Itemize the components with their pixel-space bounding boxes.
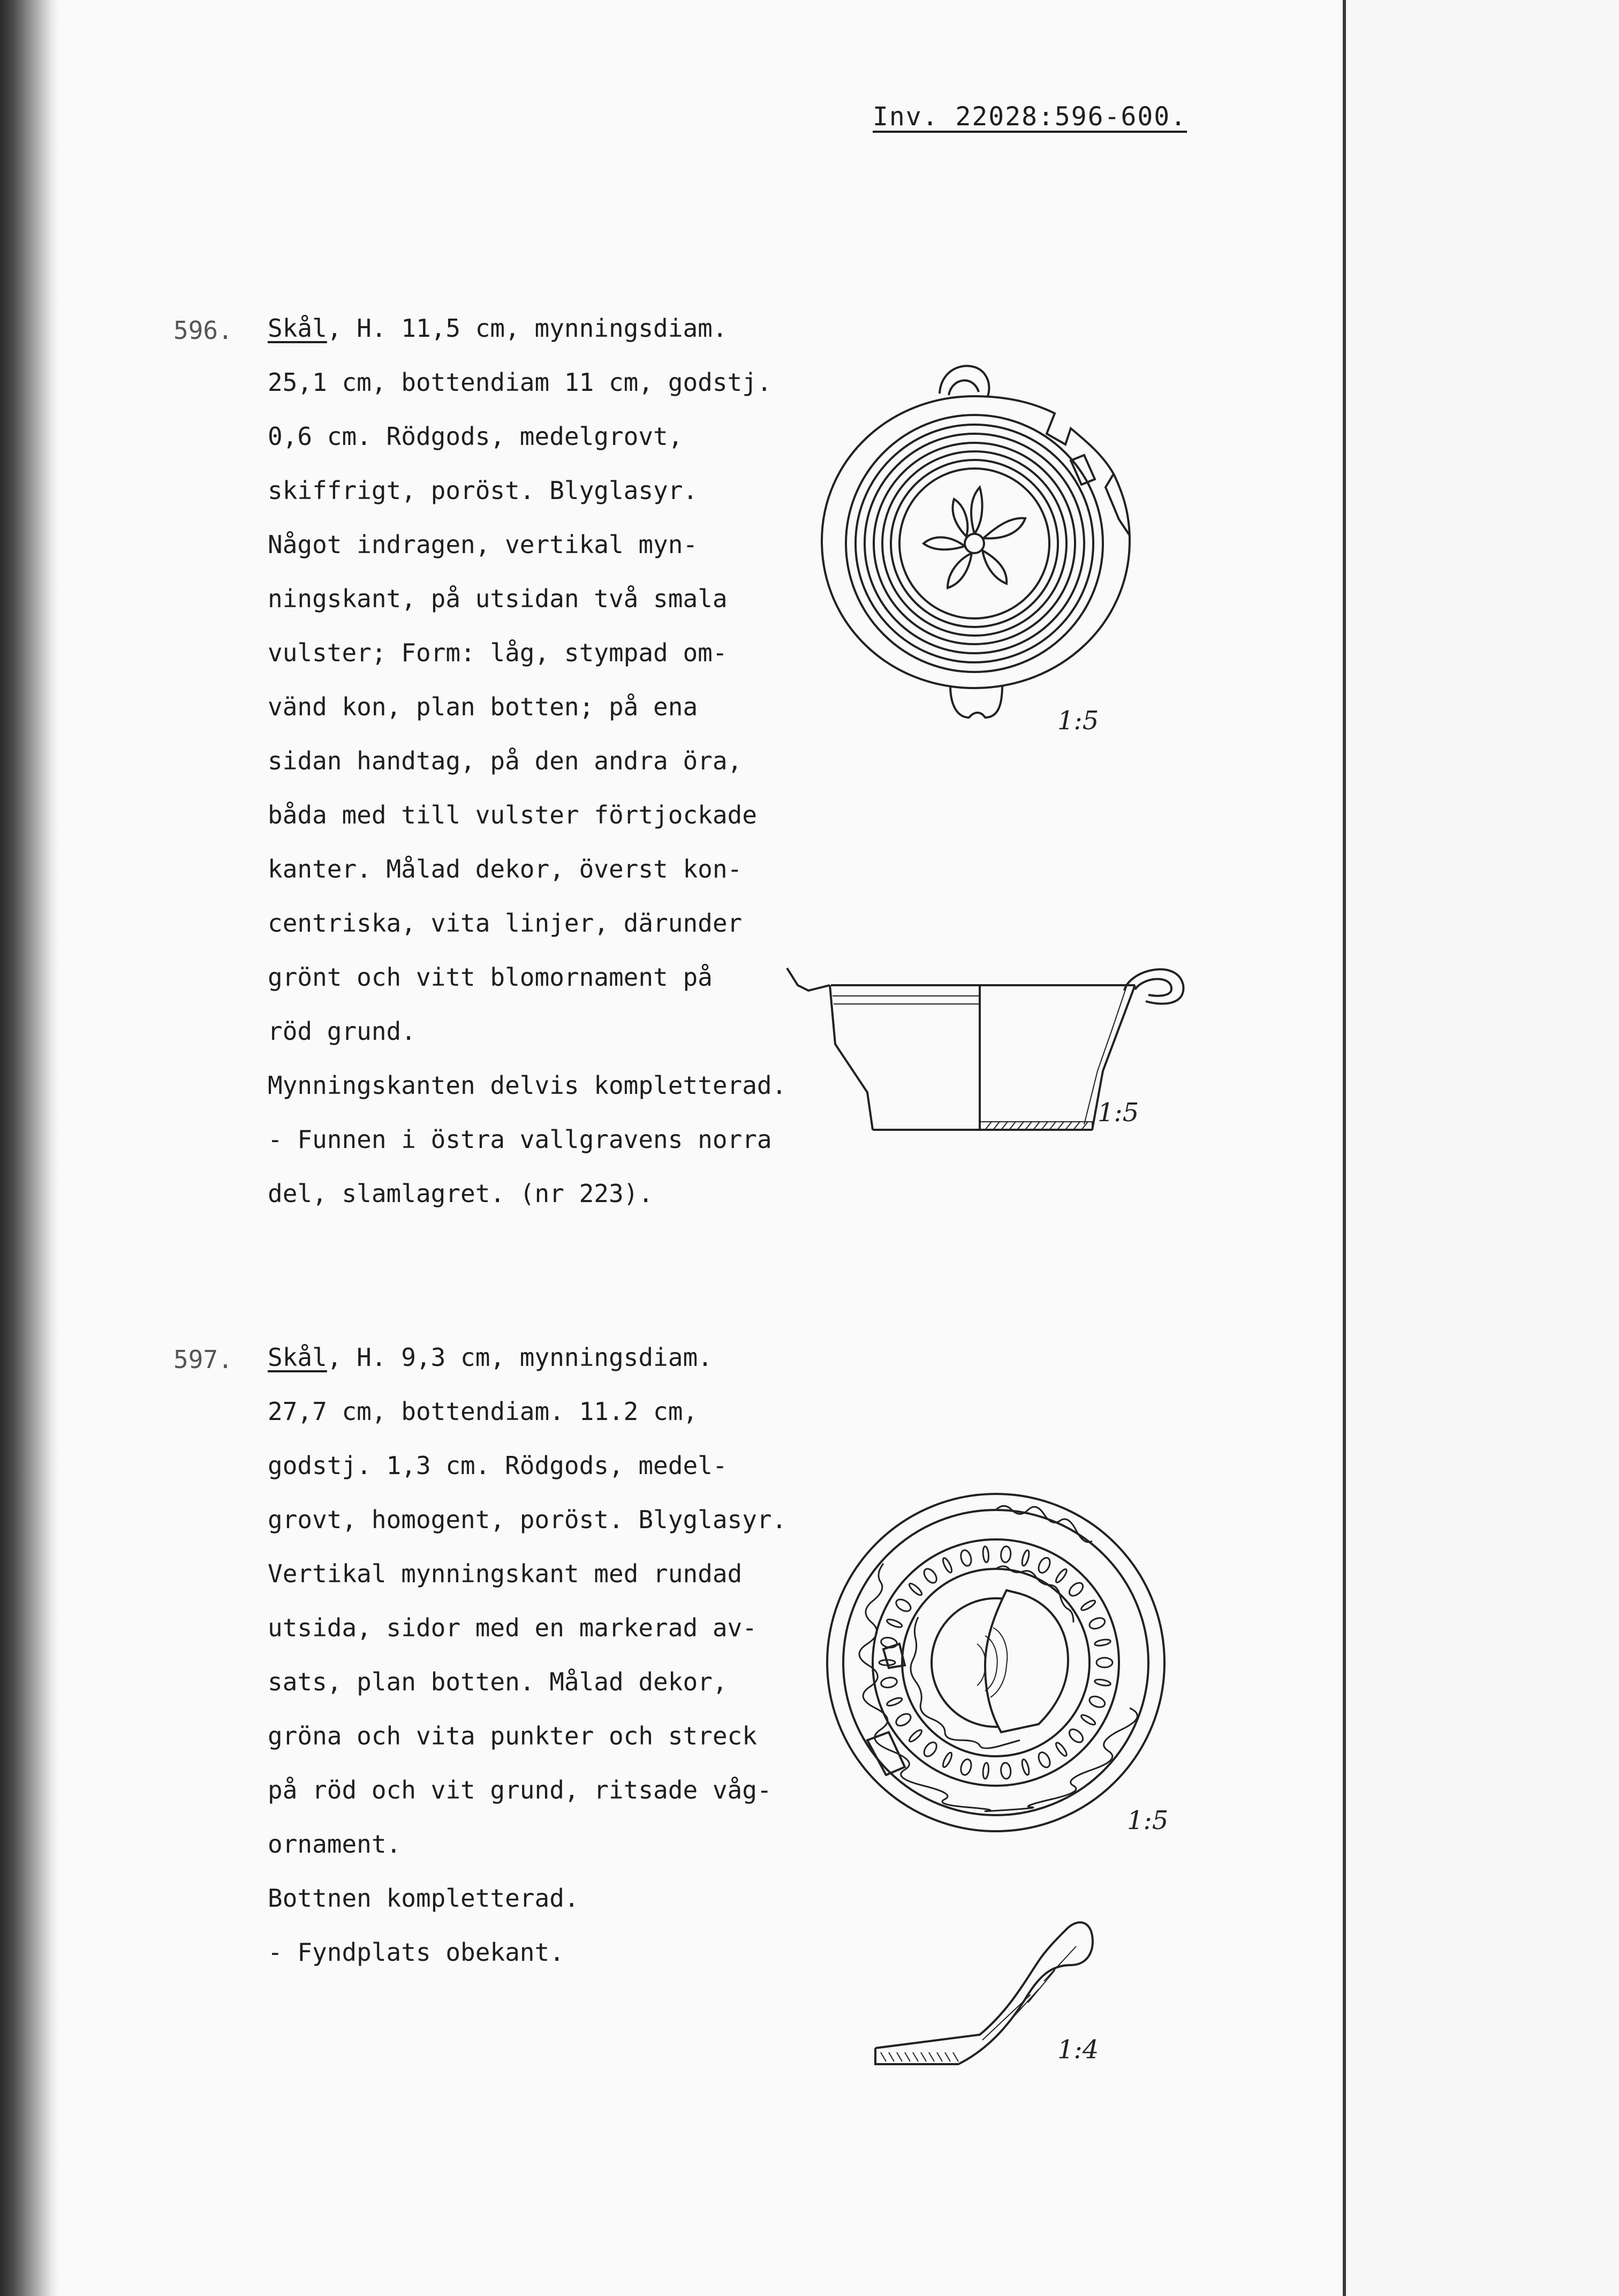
scale-label: 1:5 (1057, 706, 1099, 736)
entry-text-line: vänd kon, plan botten; på ena (268, 692, 698, 721)
decor-motif (1054, 1741, 1068, 1757)
decor-motif (1021, 1759, 1031, 1776)
entry-text-line: Mynningskanten delvis kompletterad. (268, 1071, 787, 1100)
decor-motif (1080, 1713, 1096, 1726)
entry-text-line: - Fyndplats obekant. (268, 1938, 564, 1967)
entry-text-line: utsida, sidor med en markerad av- (268, 1613, 757, 1642)
decor-motif (1067, 1580, 1085, 1598)
decor-motif (1088, 1616, 1106, 1631)
decor-motif (982, 1546, 989, 1563)
entry-text-line: grovt, homogent, poröst. Blyglasyr. (268, 1505, 787, 1534)
decor-motif (894, 1597, 913, 1614)
entry-text-line: gröna och vita punkter och streck (268, 1721, 757, 1750)
entry-text-line: 27,7 cm, bottendiam. 11.2 cm, (268, 1397, 698, 1426)
decor-motif (894, 1711, 913, 1728)
decor-motif (941, 1557, 953, 1574)
scale-label: 1:5 (1098, 1098, 1139, 1128)
entry-text-line: sidan handtag, på den andra öra, (268, 746, 743, 775)
entry-text-line: skiffrigt, poröst. Blyglasyr. (268, 476, 698, 505)
decor-motif (1054, 1568, 1068, 1584)
decor-motif (921, 1740, 939, 1759)
decor-motif (1094, 1679, 1111, 1687)
entry-text-line: godstj. 1,3 cm. Rödgods, medel- (268, 1451, 728, 1480)
entry-text-line: vulster; Form: låg, stympad om- (268, 638, 728, 667)
decor-motif (886, 1696, 903, 1707)
entry-text-line: båda med till vulster förtjockade (268, 800, 757, 829)
bowl-596-top-view-drawing (814, 353, 1146, 739)
decor-motif (921, 1567, 939, 1585)
decor-motif (1037, 1556, 1052, 1575)
decor-motif (1021, 1550, 1031, 1567)
decor-motif (908, 1582, 924, 1597)
entry-text-line: del, slamlagret. (nr 223). (268, 1179, 654, 1208)
scale-label: 1:4 (1057, 2035, 1099, 2065)
entry-text-line: Skål, H. 9,3 cm, mynningsdiam. (268, 1343, 713, 1372)
decor-motif (1000, 1546, 1011, 1563)
binding-spine (0, 0, 59, 2296)
entry-text-line: - Funnen i östra vallgravens norra (268, 1125, 772, 1154)
entry-text-line: Något indragen, vertikal myn- (268, 530, 698, 559)
entry-text-line: Skål, H. 11,5 cm, mynningsdiam. (268, 314, 728, 343)
scale-label: 1:5 (1127, 1806, 1169, 1836)
decor-motif (1037, 1750, 1052, 1769)
entry-text-line: på röd och vit grund, ritsade våg- (268, 1776, 772, 1804)
entry-text-line: 0,6 cm. Rödgods, medelgrovt, (268, 422, 683, 451)
decor-motif (1096, 1658, 1113, 1667)
decor-motif (1067, 1727, 1085, 1745)
entry-number: 597. (173, 1345, 233, 1374)
entry-title: Skål (268, 314, 327, 343)
entry-text-line: grönt och vitt blomornament på (268, 963, 713, 992)
entry-title: Skål (268, 1343, 327, 1372)
decor-motif (959, 1758, 973, 1776)
entry-text-line: ningskant, på utsidan två smala (268, 584, 728, 613)
entry-text-line: sats, plan botten. Målad dekor, (268, 1667, 728, 1696)
decor-motif (886, 1618, 903, 1629)
entry-text-line: röd grund. (268, 1017, 416, 1046)
entry-text-line: Bottnen kompletterad. (268, 1884, 579, 1913)
decor-motif (1088, 1694, 1106, 1709)
decor-motif (982, 1763, 989, 1779)
decor-motif (1000, 1762, 1011, 1779)
decor-motif (959, 1549, 973, 1567)
entry-text-line: centriska, vita linjer, därunder (268, 909, 743, 938)
entry-text-line: kanter. Målad dekor, överst kon- (268, 855, 743, 883)
decor-motif (1094, 1638, 1111, 1647)
entry-text-line: ornament. (268, 1830, 402, 1859)
entry-text-line: 25,1 cm, bottendiam 11 cm, godstj. (268, 368, 772, 397)
decor-motif (908, 1728, 924, 1743)
next-page-edge (1343, 0, 1619, 2296)
entry-number: 596. (173, 316, 233, 345)
decor-motif (941, 1751, 953, 1768)
inventory-number: Inv. 22028:596-600. (873, 102, 1187, 132)
decor-motif (880, 1676, 898, 1689)
decor-motif (1080, 1599, 1096, 1612)
bowl-597-top-view-drawing (824, 1489, 1167, 1842)
entry-text-line: Vertikal mynningskant med rundad (268, 1559, 743, 1588)
